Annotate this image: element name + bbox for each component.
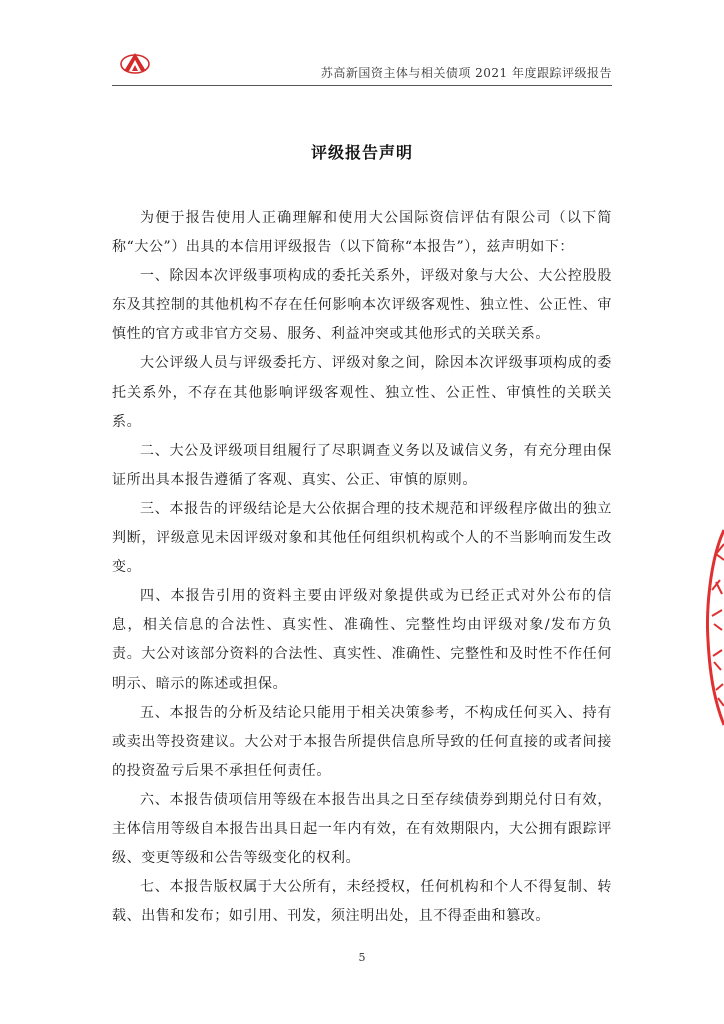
paragraph-3: 三、本报告的评级结论是大公依据合理的技术规范和评级程序做出的独立判断，评级意见未因评级对象和其他任何组织机构或个人的不当影响而发生改变。 xyxy=(112,500,612,576)
paragraph-7: 七、本报告版权属于大公所有，未经授权，任何机构和个人不得复制、转载、出售和发布；如引用、刊发，须注明出处，且不得歪曲和篡改。 xyxy=(112,879,612,925)
paragraph-4: 四、本报告引用的资料主要由评级对象提供或为已经正式对外公布的信息，相关信息的合法性、真实性、准确性、完整性均由评级对象/发布方负责。大公对该部分资料的合法性、真实性、准确性、完整性和及时性不作任何明示、暗示的陈述或担保。 xyxy=(112,588,612,692)
paragraph-6: 六、本报告债项信用等级在本报告出具之日至存续债券到期兑付日有效，主体信用等级自本报告出具日起一年内有效，在有效期限内，大公拥有跟踪评级、变更等级和公告等级变化的权利。 xyxy=(112,791,612,867)
paragraph-intro: 为便于报告使用人正确理解和使用大公国际资信评估有限公司（以下简称“大公”）出具的本信用评级报告（以下简称“本报告”），兹声明如下： xyxy=(112,210,612,256)
declaration-body xyxy=(112,204,612,931)
paragraph-5: 五、本报告的分析及结论只能用于相关决策参考，不构成任何买入、持有或卖出等投资建议。大公对于本报告所提供信息所导致的任何直接的或者间接的投资盈亏后果不承担任何责任。 xyxy=(112,704,612,779)
header-divider xyxy=(112,85,612,86)
red-seal-stamp-icon xyxy=(704,520,724,730)
paragraph-1-supplement: 大公评级人员与评级委托方、评级对象之间，除因本次评级事项构成的委托关系外，不存在其他影响评级客观性、独立性、公正性、审慎性的关联关系。 xyxy=(112,355,612,430)
report-header-title: 苏高新国资主体与相关债项 2021 年度跟踪评级报告 xyxy=(320,66,612,80)
paragraph-2: 二、大公及评级项目组履行了尽职调查义务以及诚信义务，有充分理由保证所出具本报告遵循了客观、真实、公正、审慎的原则。 xyxy=(112,442,612,488)
paragraph-1: 一、除因本次评级事项构成的委托关系外，评级对象与大公、大公控股股东及其控制的其他机构不存在任何影响本次评级客观性、独立性、公正性、审慎性的官方或非官方交易、服务、利益冲突或其他形式的关联关系。 xyxy=(112,268,612,343)
dagong-logo-icon xyxy=(118,50,152,76)
page-number: 5 xyxy=(358,951,366,964)
document-title: 评级报告声明 xyxy=(310,143,413,162)
